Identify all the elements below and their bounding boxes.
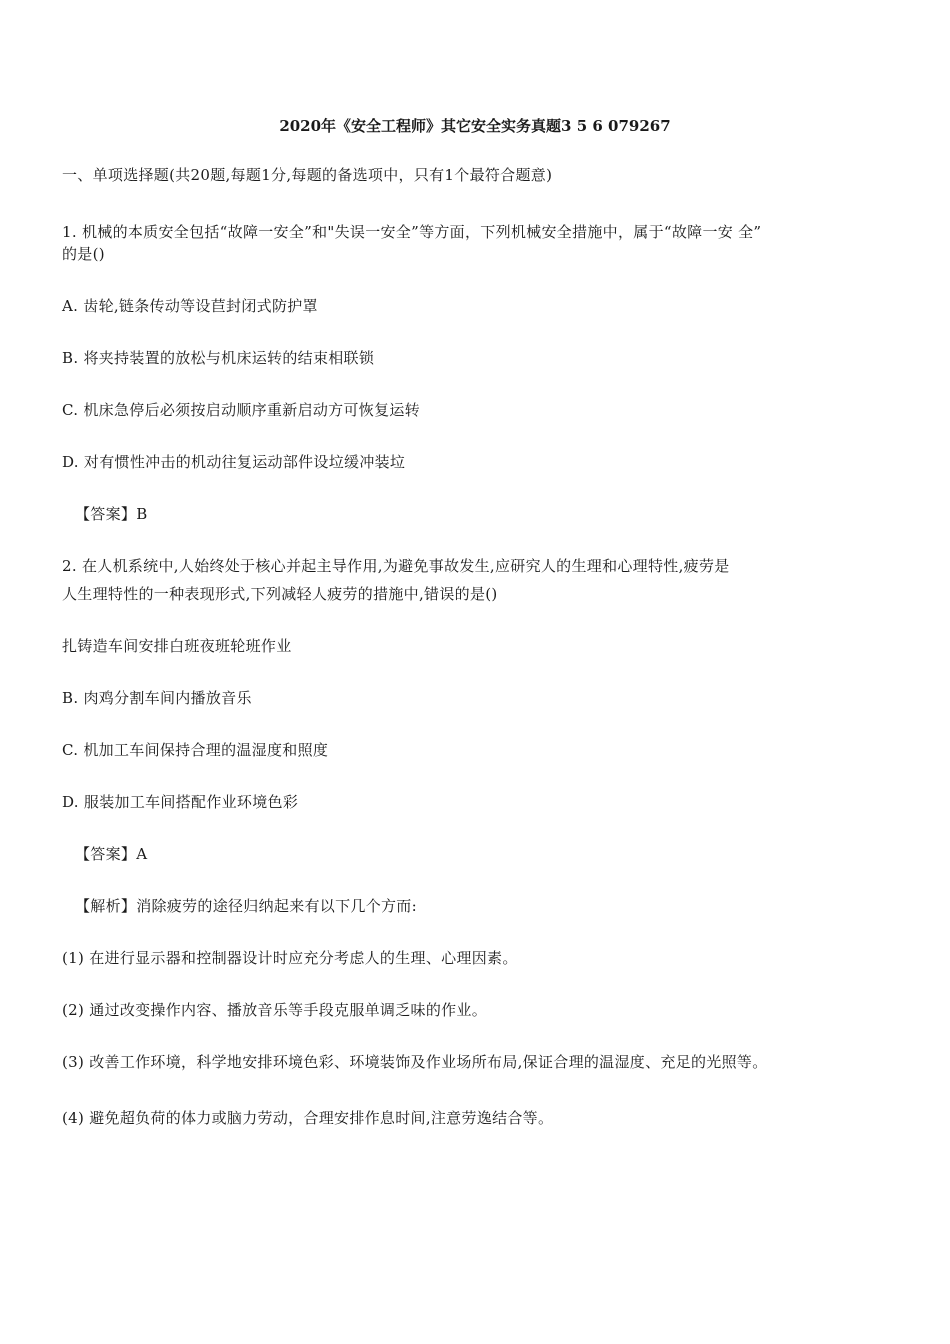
document-title: 2020年《安全工程师》其它安全实务真题3 5 6 079267 bbox=[279, 117, 671, 135]
q1-option-a: A. 齿轮,链条传动等设苣封闭式防护罩 bbox=[62, 297, 318, 315]
analysis-point-2: (2) 通过改变操作内容、播放音乐等手段克服单调乏味的作业。 bbox=[62, 1001, 488, 1019]
q2-analysis-intro: 【解析】消除疲劳的途径归纳起来有以下几个方而: bbox=[75, 897, 417, 915]
q1-answer: 【答案】B bbox=[75, 505, 148, 523]
q1-stem-line2: 的是() bbox=[62, 245, 105, 263]
analysis-point-1: (1) 在进行显示器和控制器设计时应充分考虑人的生理、心理因素。 bbox=[62, 949, 518, 967]
q1-option-c: C. 机床急停后必须按启动顺序重新启动方可恢复运转 bbox=[62, 401, 420, 419]
q2-answer: 【答案】A bbox=[75, 845, 148, 863]
analysis-point-4: (4) 避免超负荷的体力或脑力劳动，合理安排作息时间,注意劳逸结合等。 bbox=[62, 1109, 554, 1127]
q2-option-d: D. 服装加工车间搭配作业环境色彩 bbox=[62, 793, 299, 811]
q1-option-b: B. 将夹持装置的放松与机床运转的结束相联锁 bbox=[62, 349, 375, 367]
q2-option-c: C. 机加工车间保持合理的温湿度和照度 bbox=[62, 741, 329, 759]
q2-option-b: B. 肉鸡分割车间内播放音乐 bbox=[62, 689, 252, 707]
q2-stem-line2: 人生理特性的一种表现形式,下列减轻人疲劳的措施中,错误的是() bbox=[62, 585, 498, 603]
q1-option-d: D. 对有惯性冲击的机动往复运动部件设垃缓冲装垃 bbox=[62, 453, 406, 471]
analysis-point-3: (3) 改善工作环境，科学地安排环境色彩、环境装饰及作业场所布局,保证合理的温湿度、充足的光照等。 bbox=[62, 1053, 768, 1071]
q1-stem-line1: 1. 机械的本质安全包括“故障一安全”和"失误一安全”等方面，下列机械安全措施中，属于“故障一安 全” bbox=[62, 223, 762, 241]
section-heading: 一、单项选择题(共20题,每题1分,每题的备选项中，只有1个最符合题意) bbox=[62, 166, 553, 184]
q2-option-a: 扎铸造车间安排白班夜班轮班作业 bbox=[62, 637, 292, 655]
q2-stem-line1: 2. 在人机系统中,人始终处于核心并起主导作用,为避免事故发生,应研究人的生理和心理特性,疲劳是 bbox=[62, 557, 730, 575]
